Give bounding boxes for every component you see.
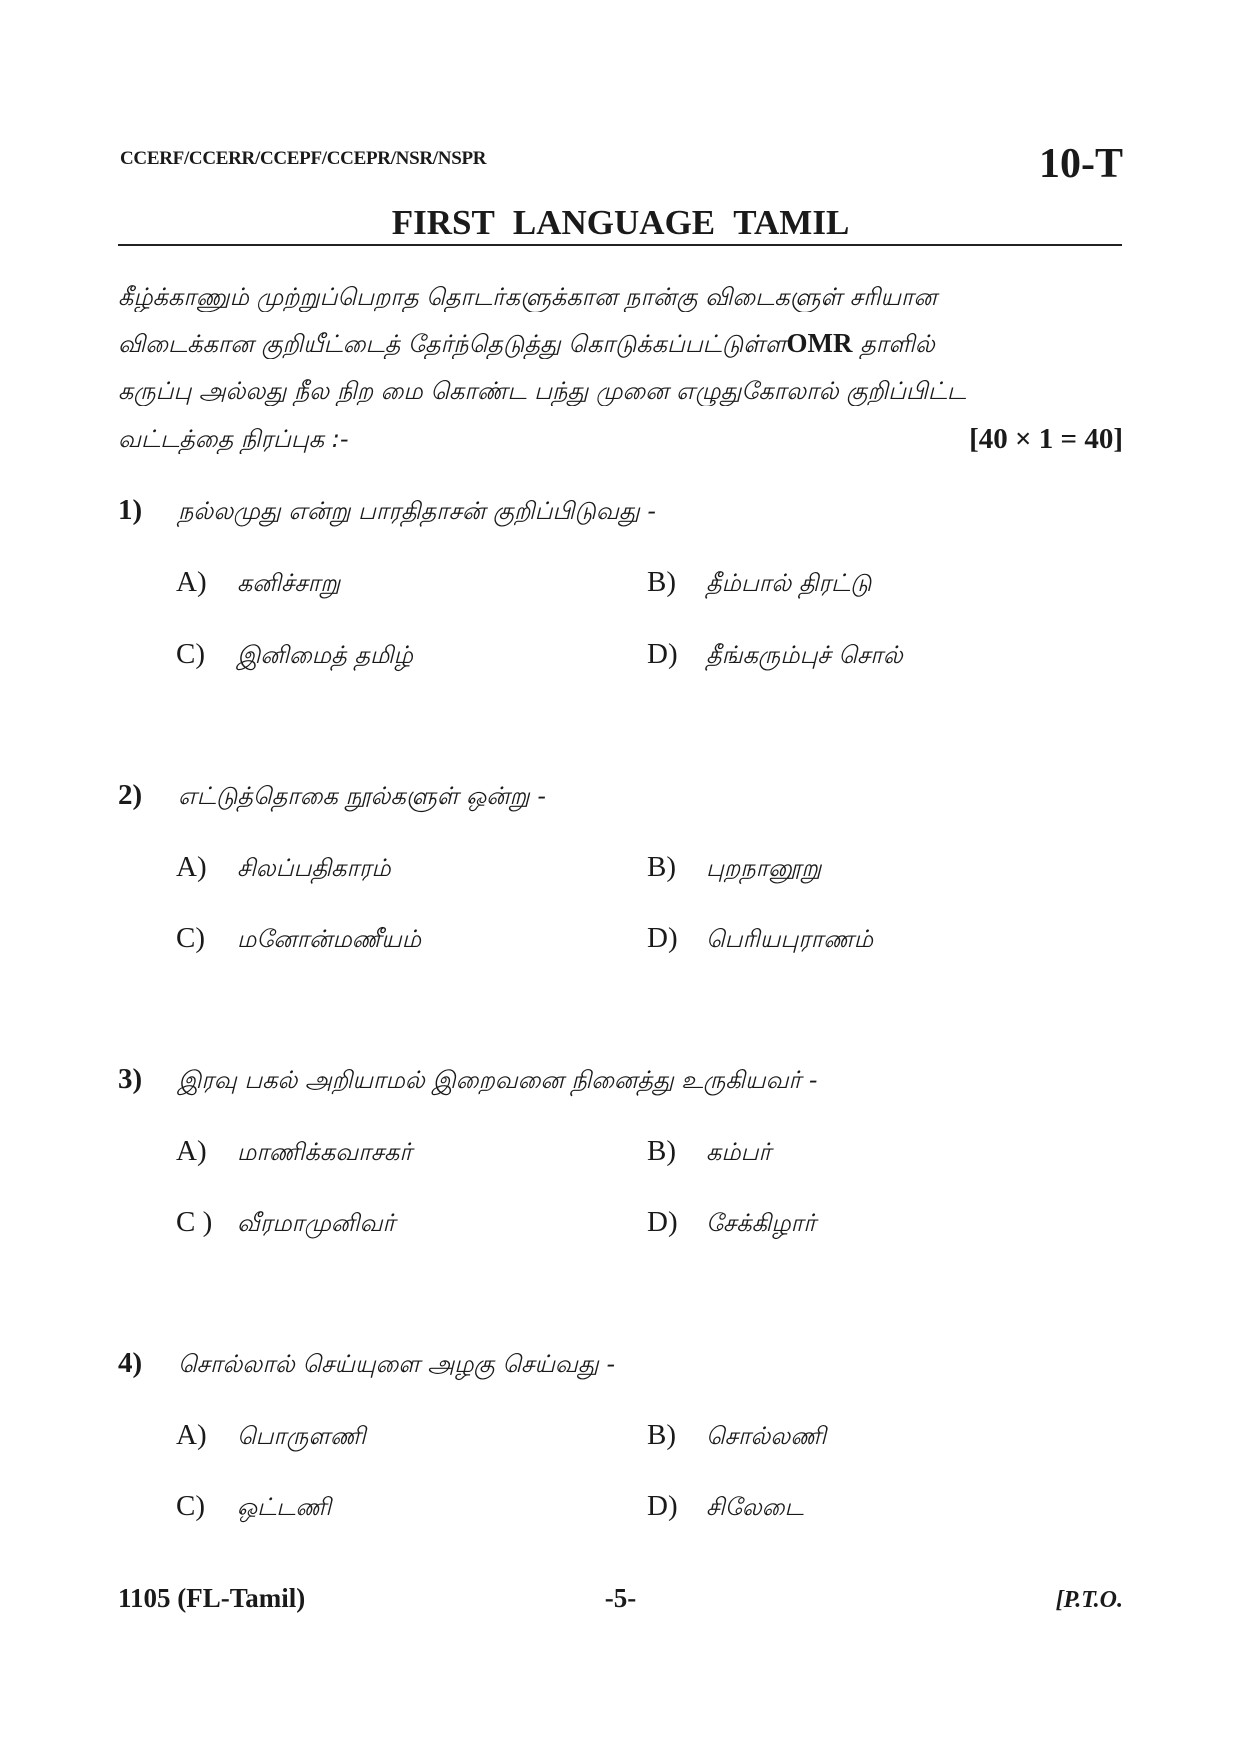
option-b-text[interactable]: தீம்பால் திரட்டு <box>706 569 872 597</box>
instructions-line-1: கீழ்க்காணும் முற்றுப்பெறாத தொடர்களுக்கான நான்கு விடைகளுள் சரியான <box>118 283 937 311</box>
instructions-line-3: கருப்பு அல்லது நீல நிற மை கொண்ட பந்து முனை எழுதுகோலால் குறிப்பிட்ட <box>118 377 967 405</box>
option-a-text[interactable]: கனிச்சாறு <box>237 569 341 597</box>
paper-code: 1105 (FL-Tamil) <box>118 1583 306 1613</box>
option-d-label[interactable]: D) <box>647 1206 678 1238</box>
instructions-line-2-end: தாளில் <box>852 330 935 358</box>
option-b-label[interactable]: B) <box>647 1419 676 1451</box>
option-c-label[interactable]: C ) <box>176 1206 213 1238</box>
option-d-text[interactable]: சேக்கிழார் <box>706 1209 816 1237</box>
question-text: எட்டுத்தொகை நூல்களுள் ஒன்று - <box>178 782 546 810</box>
question-number: 2) <box>118 779 143 811</box>
option-a-label[interactable]: A) <box>176 1135 207 1167</box>
option-c-text[interactable]: ஒட்டணி <box>237 1493 332 1521</box>
option-c-label[interactable]: C) <box>176 922 205 954</box>
option-b-text[interactable]: சொல்லணி <box>706 1422 827 1450</box>
question-number: 1) <box>118 494 143 526</box>
option-a-label[interactable]: A) <box>176 566 207 598</box>
please-turn-over: [P.T.O. <box>1055 1587 1123 1613</box>
option-d-label[interactable]: D) <box>647 638 678 670</box>
option-b-text[interactable]: புறநானூறு <box>706 854 822 882</box>
option-d-text[interactable]: தீங்கரும்புச் சொல் <box>706 641 903 669</box>
option-c-label[interactable]: C) <box>176 1490 205 1522</box>
question-text: சொல்லால் செய்யுளை அழகு செய்வது - <box>178 1350 615 1378</box>
option-d-text[interactable]: சிலேடை <box>706 1493 804 1521</box>
option-a-label[interactable]: A) <box>176 1419 207 1451</box>
option-b-label[interactable]: B) <box>647 851 676 883</box>
option-a-label[interactable]: A) <box>176 851 207 883</box>
option-c-text[interactable]: வீரமாமுனிவர் <box>237 1209 396 1237</box>
option-b-label[interactable]: B) <box>647 1135 676 1167</box>
option-b-text[interactable]: கம்பர் <box>706 1138 772 1166</box>
title-divider <box>118 244 1122 246</box>
set-code: 10-T <box>1039 141 1123 187</box>
question-number: 4) <box>118 1347 143 1379</box>
option-c-label[interactable]: C) <box>176 638 205 670</box>
page-title: FIRST LANGUAGE TAMIL <box>391 203 850 242</box>
option-a-text[interactable]: மாணிக்கவாசகர் <box>237 1138 412 1166</box>
page-number: -5- <box>604 1583 637 1613</box>
instructions-line-2 <box>118 328 1122 359</box>
question-number: 3) <box>118 1063 143 1095</box>
option-c-text[interactable]: இனிமைத் தமிழ் <box>237 641 413 669</box>
question-text: நல்லமுது என்று பாரதிதாசன் குறிப்பிடுவது - <box>178 497 656 525</box>
instructions-line-2-text: விடைக்கான குறியீட்டைத் தேர்ந்தெடுத்து கொடுக்கப்பட்டுள்ள <box>118 330 787 358</box>
exam-codes: CCERF/CCERR/CCEPF/CCEPR/NSR/NSPR <box>120 148 487 169</box>
option-d-text[interactable]: பெரியபுராணம் <box>706 925 874 953</box>
option-d-label[interactable]: D) <box>647 922 678 954</box>
option-b-label[interactable]: B) <box>647 566 676 598</box>
option-c-text[interactable]: மனோன்மணீயம் <box>237 925 422 953</box>
option-a-text[interactable]: பொருளணி <box>237 1422 366 1450</box>
omr-label: OMR <box>786 328 853 358</box>
option-d-label[interactable]: D) <box>647 1490 678 1522</box>
instructions-line-4: வட்டத்தை நிரப்புக :- <box>118 425 349 453</box>
marks-scheme: [40 × 1 = 40] <box>969 423 1123 455</box>
question-text: இரவு பகல் அறியாமல் இறைவனை நினைத்து உருகியவர் - <box>178 1066 818 1094</box>
option-a-text[interactable]: சிலப்பதிகாரம் <box>237 854 391 882</box>
